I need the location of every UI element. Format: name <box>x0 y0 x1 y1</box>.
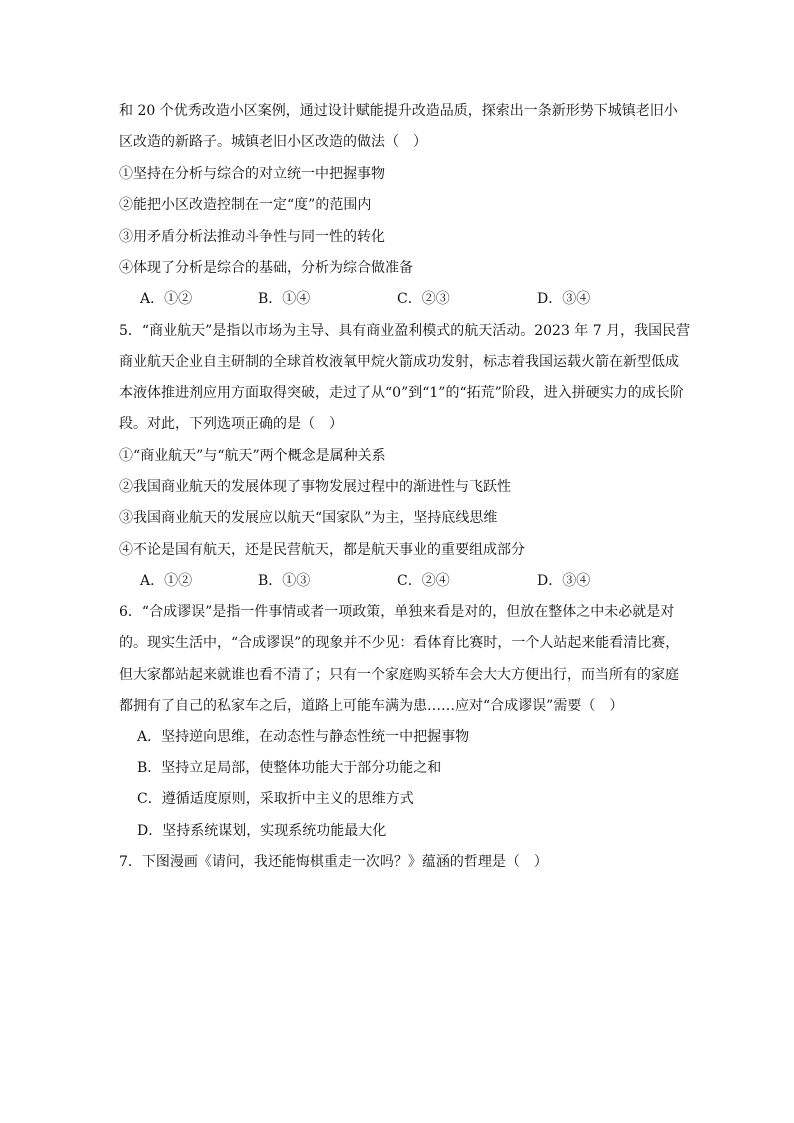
q4-statement-1: ①坚持在分析与综合的对立统一中把握事物 <box>119 166 385 182</box>
q6-stem-line-1: 6．“合成谬误”是指一件事情或者一项政策，单独来看是对的，但放在整体之中未必就是对 <box>119 604 675 620</box>
q5-option-c: C．②④ <box>397 573 450 589</box>
q5-stem-line-2: 商业航天企业自主研制的全球首枚液氧甲烷火箭成功发射，标志着我国运载火箭在新型低成 <box>119 354 679 370</box>
q5-option-a: A．①② <box>140 573 193 589</box>
q6-option-a: A．坚持逆向思维，在动态性与静态性统一中把握事物 <box>137 729 470 745</box>
q6-option-c: C．遵循适度原则，采取折中主义的思维方式 <box>137 791 414 807</box>
q4-option-b: B．①④ <box>258 291 311 307</box>
q5-stem-line-4: 段。对此，下列选项正确的是（ ） <box>119 416 343 432</box>
q5-statement-2: ②我国商业航天的发展体现了事物发展过程中的渐进性与飞跃性 <box>119 479 511 495</box>
q4-stem-line-2: 区改造的新路子。城镇老旧小区改造的做法（ ） <box>119 134 427 150</box>
q5-stem-line-3: 本液体推进剂应用方面取得突破，走过了从“0”到“1”的“拓荒”阶段，进入拼硬实力的成长阶 <box>119 385 684 401</box>
q6-stem-line-4: 都拥有了自己的私家车之后，道路上可能车满为患……应对“合成谬误”需要（ ） <box>119 698 624 714</box>
q6-stem-line-3: 但大家都站起来就谁也看不清了；只有一个家庭购买轿车会大大方便出行，而当所有的家庭 <box>119 667 679 683</box>
q4-statement-2: ②能把小区改造控制在一定“度”的范围内 <box>119 197 372 213</box>
q5-statement-4: ④不论是国有航天，还是民营航天，都是航天事业的重要组成部分 <box>119 542 525 558</box>
q7-stem: 7．下图漫画《请问，我还能悔棋重走一次吗？》蕴涵的哲理是（ ） <box>119 854 548 870</box>
q5-stem-line-1: 5．“商业航天”是指以市场为主导、具有商业盈利模式的航天活动。2023 年 7 月，我国民营 <box>119 323 691 339</box>
q4-option-d: D．③④ <box>537 291 591 307</box>
q6-option-b: B．坚持立足局部，使整体功能大于部分功能之和 <box>137 760 442 776</box>
q5-option-d: D．③④ <box>537 573 591 589</box>
q5-statement-3: ③我国商业航天的发展应以航天“国家队”为主，坚持底线思维 <box>119 510 498 526</box>
q4-option-a: A．①② <box>140 291 193 307</box>
q4-statement-4: ④体现了分析是综合的基础，分析为综合做准备 <box>119 260 413 276</box>
q6-stem-line-2: 的。现实生活中，“合成谬误”的现象并不少见：看体育比赛时，一个人站起来能看清比赛， <box>119 635 680 651</box>
q4-statement-3: ③用矛盾分析法推动斗争性与同一性的转化 <box>119 229 385 245</box>
q5-statement-1: ①“商业航天”与“航天”两个概念是属种关系 <box>119 448 386 464</box>
q6-option-d: D．坚持系统谋划，实现系统功能最大化 <box>137 823 387 839</box>
q4-option-c: C．②③ <box>397 291 450 307</box>
q4-stem-line-1: 和 20 个优秀改造小区案例，通过设计赋能提升改造品质，探索出一条新形势下城镇老旧小 <box>119 103 678 119</box>
q5-option-b: B．①③ <box>258 573 311 589</box>
